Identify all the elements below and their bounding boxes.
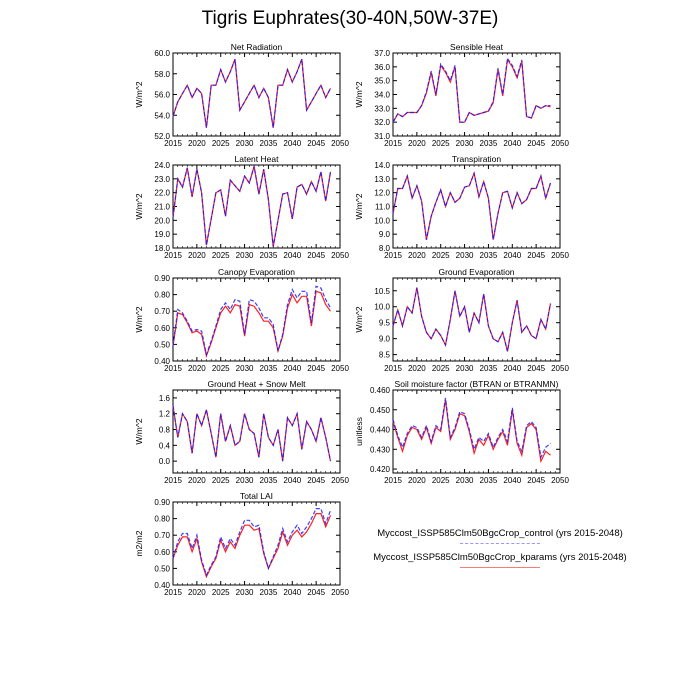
x-tick-label: 2035 (259, 588, 278, 597)
panel-title: Soil moisture factor (BTRAN or BTRANMN) (394, 379, 559, 389)
x-tick-label: 2025 (211, 139, 230, 148)
panel-title: Net Radiation (230, 42, 283, 52)
x-tick-label: 2040 (283, 364, 302, 373)
x-tick-label: 2015 (164, 588, 182, 597)
legend-line-control (460, 543, 540, 544)
y-tick-label: 0.70 (154, 307, 170, 317)
y-tick-label: 10.5 (374, 286, 390, 296)
panel-title: Latent Heat (234, 154, 279, 164)
y-tick-label: 21.0 (154, 202, 170, 212)
x-tick-label: 2050 (331, 476, 349, 485)
y-axis-label: W/m^2 (354, 81, 364, 108)
x-tick-label: 2030 (455, 139, 474, 148)
y-axis-label: W/m^2 (134, 81, 144, 108)
y-tick-label: 0.460 (369, 386, 390, 395)
x-tick-label: 2030 (455, 476, 474, 485)
figure-title: Tigris Euphrates(30-40N,50W-37E) (201, 8, 499, 29)
plot-frame (173, 278, 340, 361)
x-tick-label: 2025 (211, 588, 230, 597)
y-tick-label: 56.0 (154, 90, 170, 100)
y-tick-label: 0.8 (158, 425, 170, 435)
y-tick-label: 54.0 (154, 111, 170, 121)
x-tick-label: 2045 (307, 364, 326, 373)
x-tick-label: 2040 (283, 139, 302, 148)
y-tick-label: 8.5 (378, 350, 390, 360)
x-tick-label: 2030 (235, 251, 254, 260)
y-tick-label: 0.420 (369, 465, 390, 475)
x-tick-label: 2035 (479, 476, 498, 485)
legend-entry-kparams (360, 552, 640, 576)
y-tick-label: 0.90 (154, 498, 170, 507)
series-line-control (393, 288, 551, 352)
y-tick-label: 24.0 (154, 161, 170, 170)
x-tick-label: 2015 (384, 364, 402, 373)
x-tick-label: 2040 (283, 251, 302, 260)
plot-frame (393, 165, 560, 248)
x-tick-label: 2035 (259, 251, 278, 260)
x-tick-label: 2050 (551, 251, 569, 260)
y-tick-label: 0.40 (154, 581, 170, 590)
plot-frame (393, 53, 560, 136)
series-line-control (173, 59, 331, 128)
x-tick-label: 2020 (187, 588, 206, 597)
y-tick-label: 0.90 (154, 274, 170, 283)
series-line-kparams (393, 288, 551, 352)
x-tick-label: 2045 (527, 251, 546, 260)
series-line-kparams (173, 406, 331, 461)
y-tick-label: 13.0 (374, 174, 390, 184)
x-tick-label: 2025 (211, 251, 230, 260)
y-tick-label: 1.2 (158, 409, 170, 419)
x-tick-label: 2015 (384, 251, 402, 260)
y-tick-label: 9.0 (378, 334, 390, 344)
y-axis-label: W/m^2 (134, 193, 144, 220)
x-tick-label: 2025 (211, 364, 230, 373)
x-tick-label: 2020 (187, 364, 206, 373)
y-tick-label: 34.0 (374, 90, 390, 100)
x-tick-label: 2025 (431, 364, 450, 373)
panel-title: Ground Heat + Snow Melt (207, 379, 306, 389)
panel-4 (134, 267, 349, 373)
x-tick-label: 2045 (527, 476, 546, 485)
x-tick-label: 2015 (164, 139, 182, 148)
y-tick-label: 0.40 (154, 357, 170, 366)
series-line-control (393, 173, 551, 239)
y-axis-label: W/m^2 (134, 306, 144, 333)
y-tick-label: 35.0 (374, 76, 390, 86)
x-tick-label: 2025 (211, 476, 230, 485)
x-tick-label: 2050 (551, 139, 569, 148)
x-tick-label: 2045 (527, 139, 546, 148)
x-tick-label: 2030 (235, 476, 254, 485)
legend-label-kparams: Myccost_ISSP585Clm50BgcCrop_kparams (yrs 2015-2048) (373, 552, 627, 563)
y-tick-label: 0.70 (154, 531, 170, 541)
y-tick-label: 37.0 (374, 49, 390, 58)
y-tick-label: 0.80 (154, 514, 170, 524)
x-tick-label: 2050 (331, 139, 349, 148)
panel-title: Ground Evaporation (438, 267, 515, 277)
y-tick-label: 58.0 (154, 69, 170, 79)
panel-title: Total LAI (239, 491, 274, 501)
x-tick-label: 2040 (503, 251, 522, 260)
x-tick-label: 2040 (503, 476, 522, 485)
x-tick-label: 2015 (164, 476, 182, 485)
x-tick-label: 2040 (283, 476, 302, 485)
series-line-kparams (173, 166, 331, 246)
y-tick-label: 20.0 (154, 216, 170, 226)
y-tick-label: 8.0 (378, 244, 390, 253)
y-tick-label: 0.450 (369, 405, 390, 415)
y-tick-label: 11.0 (375, 202, 390, 212)
x-tick-label: 2030 (235, 588, 254, 597)
y-tick-label: 23.0 (154, 174, 170, 184)
series-line-control (393, 59, 551, 123)
y-tick-label: 14.0 (374, 161, 390, 170)
x-tick-label: 2030 (235, 364, 254, 373)
x-tick-label: 2050 (331, 364, 349, 373)
y-tick-label: 0.60 (154, 547, 170, 557)
y-tick-label: 33.0 (374, 104, 390, 114)
x-tick-label: 2025 (431, 139, 450, 148)
panel-2 (134, 154, 349, 260)
plot-frame (173, 390, 340, 473)
x-tick-label: 2035 (259, 364, 278, 373)
y-tick-label: 32.0 (374, 118, 390, 128)
panel-6 (134, 379, 349, 485)
x-tick-label: 2015 (164, 251, 182, 260)
y-tick-label: 0.4 (158, 441, 170, 451)
y-tick-label: 0.440 (369, 425, 390, 435)
y-tick-label: 0.50 (154, 564, 170, 574)
x-tick-label: 2035 (479, 251, 498, 260)
panel-title: Canopy Evaporation (217, 267, 296, 277)
x-tick-label: 2020 (187, 476, 206, 485)
y-tick-label: 0.60 (154, 323, 170, 333)
y-tick-label: 10.0 (374, 216, 390, 226)
x-tick-label: 2025 (431, 476, 450, 485)
series-line-control (173, 509, 331, 575)
x-tick-label: 2035 (259, 476, 278, 485)
x-tick-label: 2040 (283, 588, 302, 597)
x-tick-label: 2015 (164, 364, 182, 373)
panel-7 (354, 379, 569, 485)
x-tick-label: 2025 (431, 251, 450, 260)
y-tick-label: 0.80 (154, 290, 170, 300)
panel-title: Sensible Heat (450, 42, 503, 52)
series-line-kparams (393, 173, 551, 239)
panel-0 (134, 42, 349, 148)
panel-title: Transpiration (451, 154, 502, 164)
x-tick-label: 2020 (407, 139, 426, 148)
y-tick-label: 22.0 (154, 188, 170, 198)
panel-8 (134, 491, 349, 597)
x-tick-label: 2035 (259, 139, 278, 148)
x-tick-label: 2035 (479, 139, 498, 148)
x-tick-label: 2045 (307, 588, 326, 597)
y-tick-label: 1.6 (158, 393, 170, 403)
panel-3 (354, 154, 569, 260)
x-tick-label: 2050 (551, 476, 569, 485)
x-tick-label: 2045 (307, 139, 326, 148)
x-tick-label: 2015 (384, 476, 402, 485)
y-tick-label: 0.430 (369, 445, 390, 455)
x-tick-label: 2020 (407, 476, 426, 485)
x-tick-label: 2040 (503, 139, 522, 148)
y-tick-label: 12.0 (374, 188, 390, 198)
x-tick-label: 2050 (331, 588, 349, 597)
series-line-control (173, 166, 331, 246)
y-tick-label: 9.0 (378, 230, 390, 240)
y-tick-label: 18.0 (154, 244, 170, 253)
x-tick-label: 2030 (235, 139, 254, 148)
y-tick-label: 60.0 (154, 49, 170, 58)
y-tick-label: 10.0 (374, 302, 390, 312)
plot-frame (393, 278, 560, 361)
y-tick-label: 31.0 (374, 132, 390, 141)
x-tick-label: 2030 (455, 364, 474, 373)
panel-1 (354, 42, 569, 148)
x-tick-label: 2015 (384, 139, 402, 148)
x-tick-label: 2030 (455, 251, 474, 260)
x-tick-label: 2050 (331, 251, 349, 260)
legend-line-kparams (460, 567, 540, 568)
x-tick-label: 2050 (551, 364, 569, 373)
x-tick-label: 2040 (503, 364, 522, 373)
x-tick-label: 2020 (187, 139, 206, 148)
y-axis-label: W/m^2 (134, 418, 144, 445)
y-tick-label: 52.0 (154, 132, 170, 141)
y-tick-label: 19.0 (154, 230, 170, 240)
y-tick-label: 9.5 (378, 318, 390, 328)
x-tick-label: 2020 (187, 251, 206, 260)
legend-entry-control (360, 528, 640, 552)
y-tick-label: 0.50 (154, 340, 170, 350)
legend (360, 528, 640, 576)
x-tick-label: 2020 (407, 251, 426, 260)
y-axis-label: W/m^2 (354, 193, 364, 220)
legend-label-control: Myccost_ISSP585Clm50BgcCrop_control (yrs 2015-2048) (377, 528, 623, 539)
x-tick-label: 2020 (407, 364, 426, 373)
x-tick-label: 2045 (527, 364, 546, 373)
y-axis-label: m2/m2 (134, 530, 144, 557)
x-tick-label: 2035 (479, 364, 498, 373)
x-tick-label: 2045 (307, 476, 326, 485)
series-line-kparams (173, 59, 331, 128)
y-tick-label: 0.0 (158, 457, 170, 467)
panel-5 (354, 267, 569, 373)
series-line-kparams (393, 400, 551, 461)
y-axis-label: W/m^2 (354, 306, 364, 333)
y-tick-label: 36.0 (374, 62, 390, 72)
x-tick-label: 2045 (307, 251, 326, 260)
y-axis-label: unitless (354, 417, 364, 446)
